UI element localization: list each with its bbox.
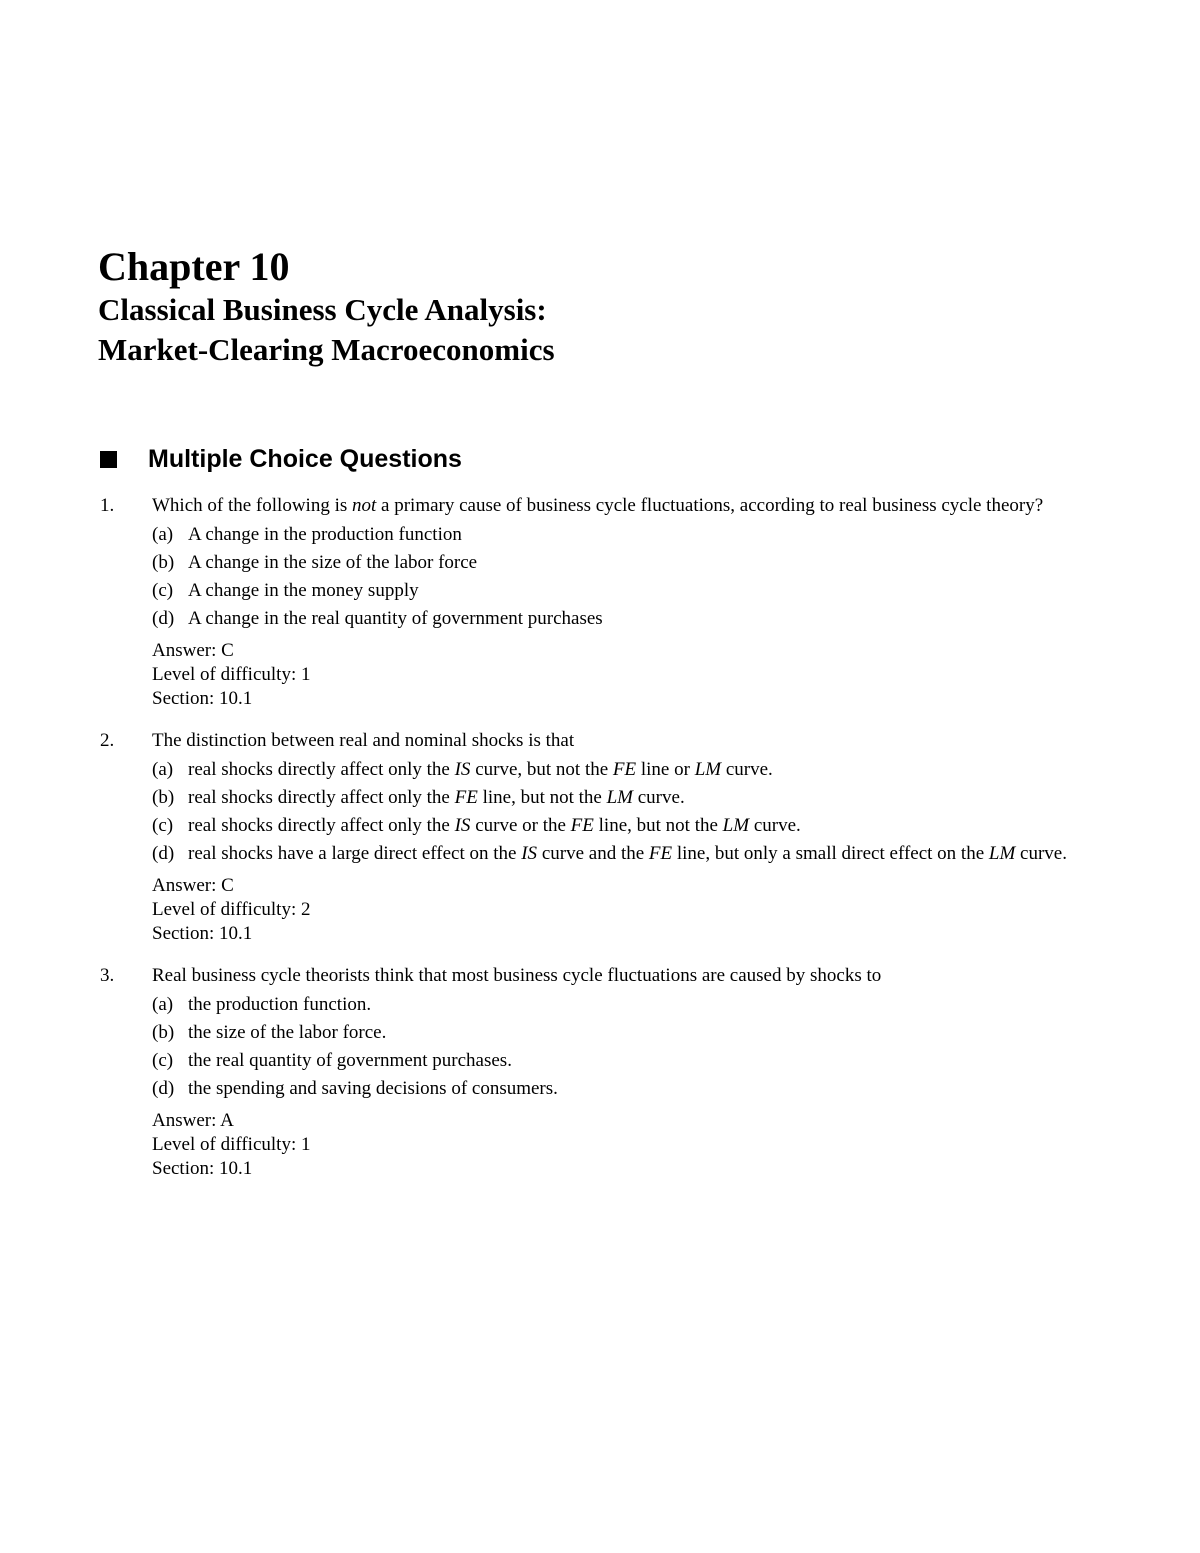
option-term: FE (570, 815, 594, 836)
option-text: A change in the money supply (188, 580, 419, 601)
question-number: 3. (100, 965, 115, 986)
option-label: (a) (152, 524, 174, 545)
question-text-part: a primary cause of business cycle fluctuations, according to real business cycle theory? (376, 495, 1044, 516)
option-text: curve. (633, 787, 685, 808)
section-title: Multiple Choice Questions (148, 445, 462, 473)
option-term: LM (694, 759, 722, 780)
option-label: (d) (152, 843, 175, 864)
option-text: curve or the (470, 815, 571, 836)
option-text: line, but only a small direct effect on the (672, 843, 989, 864)
question-1 (98, 494, 1098, 711)
chapter-header (98, 244, 555, 370)
chapter-subtitle-line1: Classical Business Cycle Analysis: (98, 292, 547, 327)
difficulty: Level of difficulty: 1 (152, 664, 311, 685)
question-number: 1. (100, 495, 115, 516)
option-text: curve, but not the (470, 759, 613, 780)
option-label: (b) (152, 1022, 175, 1043)
section-ref: Section: 10.1 (152, 688, 253, 709)
option-label: (d) (152, 1078, 175, 1099)
question-text-part: Which of the following is (152, 495, 352, 516)
option-b (152, 786, 1098, 810)
option-term: FE (454, 787, 478, 808)
difficulty: Level of difficulty: 1 (152, 1134, 311, 1155)
option-term: LM (606, 787, 633, 808)
option-term: IS (454, 759, 471, 780)
answer: Answer: A (152, 1110, 234, 1131)
option-text: line, but not the (593, 815, 723, 836)
option-text: the real quantity of government purchases. (188, 1050, 512, 1071)
option-term: LM (722, 815, 750, 836)
option-text: real shocks directly affect only the (188, 815, 455, 836)
section-ref: Section: 10.1 (152, 1158, 253, 1179)
chapter-subtitle-line2: Market-Clearing Macroeconomics (98, 332, 555, 367)
option-label: (b) (152, 787, 175, 808)
chapter-title: Chapter 10 (98, 244, 290, 289)
option-text: real shocks directly affect only the (188, 759, 455, 780)
option-b (152, 551, 1098, 575)
answer-meta (152, 874, 1098, 946)
option-text: real shocks directly affect only the (188, 787, 455, 808)
option-d (152, 1077, 1098, 1101)
question-text: Real business cycle theorists think that most business cycle fluctuations are caused by shocks to (152, 965, 882, 986)
option-c (152, 814, 1098, 838)
square-bullet-icon (100, 451, 117, 468)
option-c (152, 579, 1098, 603)
answer: Answer: C (152, 640, 234, 661)
option-text: curve. (749, 815, 801, 836)
option-text: real shocks have a large direct effect on the (188, 843, 522, 864)
option-text: curve. (1015, 843, 1067, 864)
option-label: (c) (152, 815, 174, 836)
question-2 (98, 729, 1098, 946)
question-number: 2. (100, 730, 115, 751)
option-d (152, 607, 1098, 631)
option-text: line or (636, 759, 695, 780)
option-text: the production function. (188, 994, 372, 1015)
option-text: A change in the size of the labor force (188, 552, 478, 573)
option-d (152, 842, 1098, 866)
question-text-emphasis: not (352, 495, 377, 516)
option-text: curve and the (537, 843, 649, 864)
option-term: FE (648, 843, 673, 864)
option-term: FE (612, 759, 637, 780)
option-b (152, 1021, 1098, 1045)
option-c (152, 1049, 1098, 1073)
option-a (152, 523, 1098, 547)
question-3 (98, 964, 1098, 1181)
answer-meta (152, 1109, 1098, 1181)
option-label: (c) (152, 580, 174, 601)
answer: Answer: C (152, 875, 234, 896)
option-text: curve. (721, 759, 773, 780)
option-term: LM (988, 843, 1016, 864)
option-a (152, 758, 1098, 782)
option-text: A change in the real quantity of government purchases (188, 608, 603, 629)
option-label: (c) (152, 1050, 174, 1071)
difficulty: Level of difficulty: 2 (152, 899, 311, 920)
question-list (98, 494, 1098, 1199)
option-a (152, 993, 1098, 1017)
option-label: (d) (152, 608, 175, 629)
section-ref: Section: 10.1 (152, 923, 253, 944)
option-term: IS (454, 815, 471, 836)
section-heading (98, 444, 462, 474)
option-label: (b) (152, 552, 175, 573)
option-label: (a) (152, 759, 174, 780)
question-text (152, 494, 1098, 518)
option-text: the size of the labor force. (188, 1022, 387, 1043)
option-term: IS (521, 843, 538, 864)
question-text: The distinction between real and nominal shocks is that (152, 730, 575, 751)
option-text: line, but not the (477, 787, 607, 808)
answer-meta (152, 639, 1098, 711)
option-text: A change in the production function (188, 524, 462, 545)
option-text: the spending and saving decisions of consumers. (188, 1078, 558, 1099)
option-label: (a) (152, 994, 174, 1015)
